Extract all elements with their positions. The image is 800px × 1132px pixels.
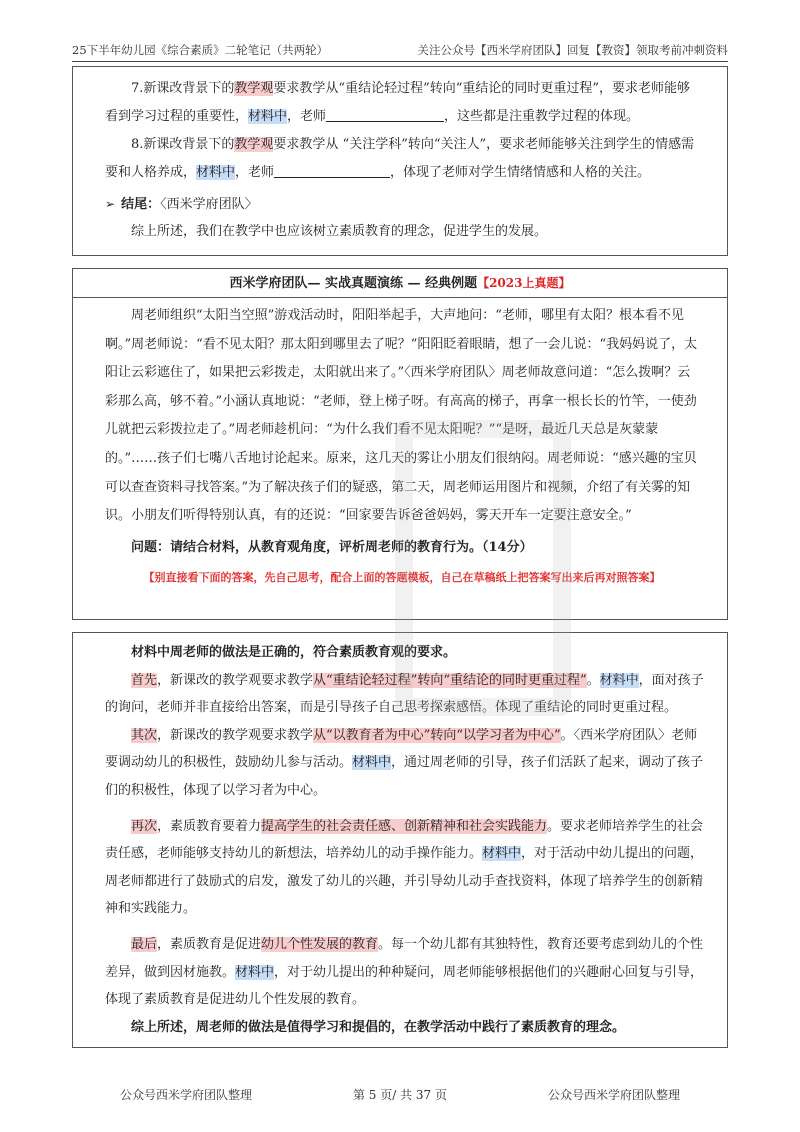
keyword-highlight: 提高学生的社会责任感、创新精神和社会实践能力 [261,818,548,834]
material-highlight: 材料中 [599,672,639,688]
ending-heading: ➢ 结尾：〈西米学府团队〉 [105,197,258,212]
answer-intro: 材料中周老师的做法是正确的，符合素质教育观的要求。 [131,645,457,660]
exam-question-box [72,268,728,620]
study-tip: 【别直接看下面的答案，先自己思考，配合上面的答题模板，自己在草稿纸上把答案写出来后再对照答案】 [143,570,661,584]
page-footer [120,1086,680,1106]
keyword-highlight: 从“以教育者为中心”转向“以学习者为中心” [313,727,561,743]
answer-conclusion: 综上所述，周老师的做法是值得学习和提倡的，在教学活动中践行了素质教育的理念。 [131,1019,626,1035]
header-rule [72,61,728,62]
answer-point-3: 再次，素质教育要着力提高学生的社会责任感、创新精神和社会实践能力。要求老师培养学生的社会责任感，老师能够支持幼儿的新想法，培养幼儿的动手操作能力。材料中，对于活动中幼儿提出的问题，周老师都进行了鼓励式的启发，激发了幼儿的兴趣，并引导幼儿动手查找资料，体现了培养学生的创新精神和实践能力。 [105,818,704,917]
fill-in-blank [326,107,444,122]
material-highlight: 材料中 [235,964,275,980]
page-header [72,38,728,58]
footer-left: 公众号西米学府团队整理 [120,1088,253,1102]
keyword-highlight: 教学观 [234,81,274,96]
material-highlight: 材料中 [482,846,522,862]
ending-text: 综上所述，我们在教学中也应该树立素质教育的理念，促进学生的发展。 [131,224,548,239]
fill-in-blank [274,163,390,178]
question-prompt: 问题：请结合材料，从教育观角度，评析周老师的教育行为。（14分） [131,539,533,555]
exam-question-title: 西米学府团队— 实战真题演练 — 经典例题【2023上真题】 [73,269,727,298]
answer-point-4: 最后，素质教育是促进幼儿个性发展的教育。每一个幼儿都有其独特性，教育还要考虑到幼儿的个性差异，做到因材施教。材料中，对于幼儿提出的种种疑问，周老师能够根据他们的兴趣耐心回复与引导，体现了素质教育是促进幼儿个性发展的教育。 [105,936,704,1008]
material-highlight: 材料中 [352,755,392,771]
template-point-7: 7.新课改背景下的教学观要求教学从“重结论轻过程”转向“重结论的同时更重过程”，要求老师能够看到学习过程的重要性，材料中，老师 ，这些都是注重教学过程的体现。 [105,81,691,124]
keyword-highlight: 从“重结论轻过程”转向“重结论的同时更重过程” [313,672,587,688]
answer-box [72,632,728,1048]
header-right-note: 关注公众号【西米学府团队】回复【教资】领取考前冲刺资料 [417,43,728,57]
material-highlight: 材料中 [196,165,236,180]
keyword-highlight: 教学观 [234,137,274,152]
arrow-bullet-icon: ➢ [105,197,116,211]
story-material: 周老师组织“太阳当空照”游戏活动时，阳阳举起手，大声地问：“老师，哪里有太阳？根本看不见啊。”周老师说：“看不见太阳？那太阳到哪里去了呢？”阳阳眨着眼睛，想了一会儿说：“我妈妈说了，太阳让云彩遮住了，如果把云彩拨走，太阳就出来了。”〈西米学府团队〉周老师故意问道：“怎么拨啊？云彩那么高，够不着。”小涵认真地说：“老师，登上梯子呀。有高高的梯子，再拿一根长长的竹竿，一使劲儿就把云彩拨拉走了。”周老师趁机问：“为什么我们看不见太阳呢？”“是呀，最近几天总是灰蒙蒙的。”……孩子们七嘴八舌地讨论起来。原来，这几天的雾让小朋友们很纳闷。周老师说：“感兴趣的宝贝可以查查资料寻找答案。”为了解决孩子们的疑惑，第二天，周老师运用图片和视频，介绍了有关雾的知识。小朋友们听得特别认真，有的还说：“回家要告诉爸爸妈妈，雾天开车一定要注意安全。” [105,308,698,524]
footer-right: 公众号西米学府团队整理 [547,1088,680,1102]
template-point-8: 8.新课改背景下的教学观要求教学从 “关注学科”转向“关注人”，要求老师能够关注到学生的情感需要和人格养成，材料中，老师 ，体现了老师对学生情绪情感和人格的关注。 [105,137,695,180]
answer-point-2: 其次，新课改的教学观要求教学从“以教育者为中心”转向“以学习者为中心”。〈西米学府团队〉老师要调动幼儿的积极性，鼓励幼儿参与活动。材料中，通过周老师的引导，孩子们活跃了起来，调动了孩子们的积极性，体现了以学习者为中心。 [105,727,704,798]
page-number: 第 5 页/ 共 37 页 [352,1088,448,1102]
answer-point-1: 首先，新课改的教学观要求教学从“重结论轻过程”转向“重结论的同时更重过程”。材料中，面对孩子的询问，老师并非直接给出答案，而是引导孩子自己思考探索感悟。体现了重结论的同时更重过程。 [105,672,704,716]
exam-year-tag: 【2023上真题】 [477,276,571,290]
header-left-title: 25下半年幼儿园《综合素质》二轮笔记（共两轮） [72,43,329,57]
keyword-highlight: 幼儿个性发展的教育 [261,936,379,952]
template-box [72,66,728,256]
material-highlight: 材料中 [248,109,288,124]
